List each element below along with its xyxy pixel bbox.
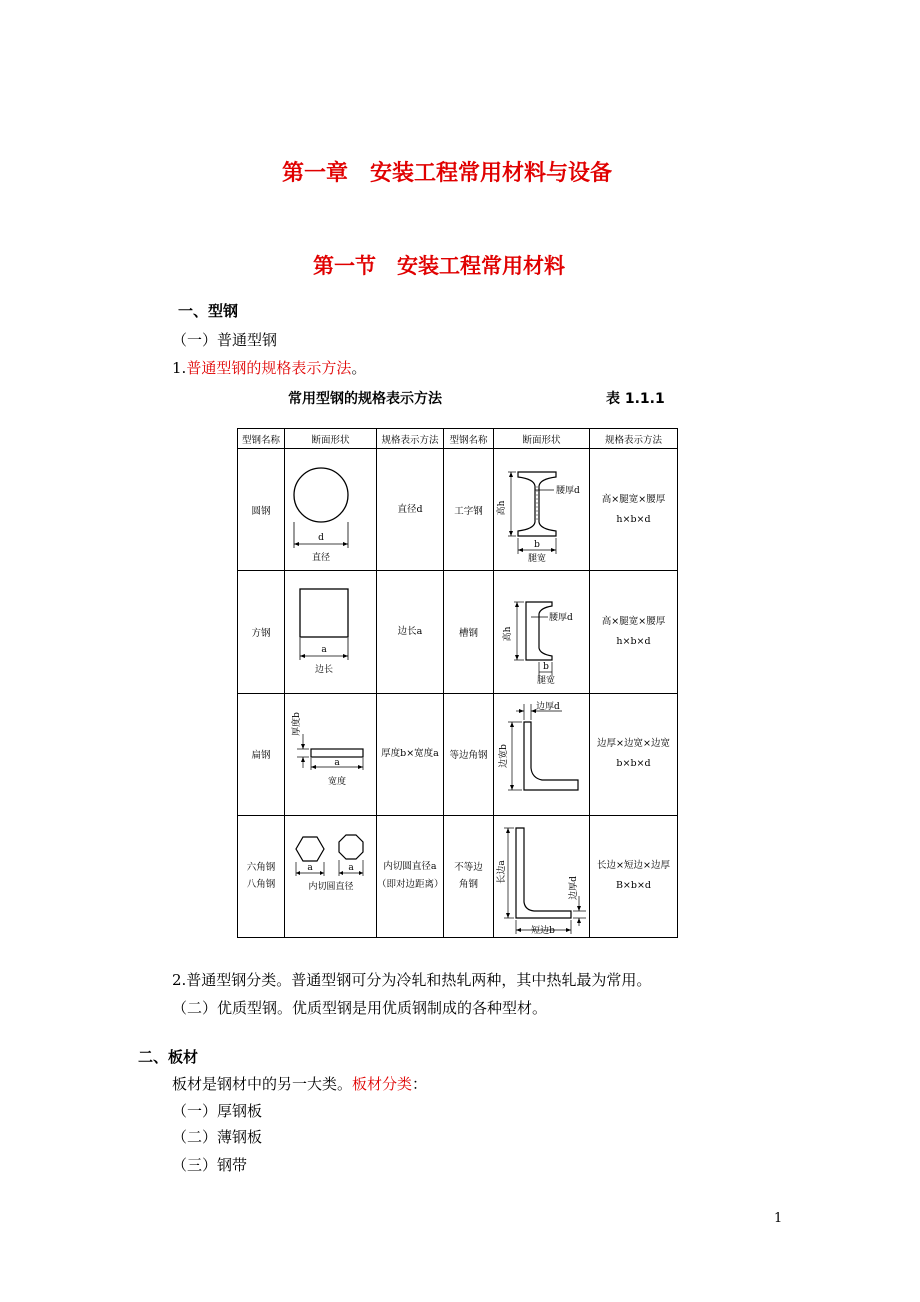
spec-text-line: h×b×d: [616, 513, 651, 525]
spec-text: [377, 815, 444, 937]
steel-name-text: 等边角钢: [449, 750, 488, 762]
dim-label: d: [318, 532, 324, 543]
spec-text: [590, 571, 678, 693]
spec-text-line: 内切圆直径a: [383, 861, 437, 873]
table-row: [238, 693, 678, 815]
fig-label: 直径: [311, 552, 331, 563]
section-2-intro: [172, 1073, 427, 1094]
spec-text-line: h×b×d: [616, 635, 651, 647]
thick-label: 厚度b: [292, 712, 302, 736]
spec-text: [377, 571, 444, 693]
steel-name-text: 不等边: [454, 862, 483, 874]
steel-name: [238, 815, 285, 937]
steel-spec-table: [237, 428, 678, 938]
list-item: （一）厚钢板: [172, 1102, 263, 1120]
hexagon-shape: [296, 837, 324, 861]
page-number: 1: [774, 1211, 783, 1226]
width-label: 边宽b: [499, 744, 509, 768]
item-2: 2.普通型钢分类。普通型钢可分为冷轧和热轧两种，其中热轧最为常用。: [172, 971, 652, 989]
spec-text-line: 边厚×边宽×边宽: [597, 738, 670, 750]
square-section-shape: [300, 589, 348, 637]
section-2-heading: 二、板材: [138, 1048, 199, 1066]
channel-shape: [526, 602, 552, 660]
spec-text: [377, 449, 444, 571]
table-header: 断面形状: [285, 429, 377, 449]
height-label: 高h: [497, 500, 507, 516]
subsection-1: （一）普通型钢: [172, 331, 278, 349]
steel-name-text: 工字钢: [454, 505, 483, 517]
table-number: 表 1.1.1: [606, 391, 665, 407]
spec-text: [590, 449, 678, 571]
thick-label: 边厚d: [536, 702, 560, 713]
spec-text-content: 边长a: [397, 625, 423, 637]
spec-text: [590, 815, 678, 937]
spec-text-line: B×b×d: [615, 880, 652, 892]
table-header-row: [238, 429, 678, 449]
short-side-label: 短边b: [531, 926, 555, 937]
long-side-label: 长边a: [497, 860, 507, 885]
width-label: 腿宽: [527, 553, 547, 564]
table-header: 断面形状: [494, 429, 590, 449]
steel-name: [444, 571, 494, 693]
dim-label: a: [348, 863, 354, 874]
i-beam-figure: [494, 449, 590, 571]
spec-text-line: 高×腿宽×腰厚: [601, 493, 666, 505]
steel-name-text: 角钢: [458, 879, 478, 891]
thick-label: 腰厚d: [549, 612, 573, 623]
spec-text-line: 高×腿宽×腰厚: [601, 615, 666, 627]
steel-name: [238, 449, 285, 571]
table-caption: 常用型钢的规格表示方法: [288, 391, 442, 407]
fig-label: 内切圆直径: [308, 882, 354, 893]
fig-label: 边长: [314, 664, 334, 675]
dim-label: a: [321, 644, 327, 655]
item-1: [172, 357, 366, 378]
steel-name-text: 圆钢: [251, 505, 271, 517]
steel-name: [238, 693, 285, 815]
unequal-angle-shape: [516, 828, 571, 918]
spec-text-content: 直径d: [397, 503, 423, 515]
section-title: 第一节 安装工程常用材料: [313, 254, 565, 278]
square-steel-figure: [285, 571, 377, 693]
spec-text-line: b×b×d: [616, 758, 651, 770]
dim-label: a: [307, 863, 313, 874]
steel-name: [444, 693, 494, 815]
section-2-intro-colon: ：: [412, 1075, 428, 1093]
dim-label: a: [334, 758, 340, 769]
height-label: 高h: [503, 626, 513, 642]
flat-section-shape: [311, 749, 363, 757]
width-label: 腿宽: [536, 675, 556, 686]
table-header: 规格表示方法: [590, 429, 678, 449]
width-symbol: b: [534, 539, 540, 550]
spec-text: [590, 693, 678, 815]
spec-text-content: 厚度b×宽度a: [381, 748, 439, 760]
steel-name: [444, 449, 494, 571]
spec-text-line: （即对边距离）: [377, 879, 444, 891]
table-row: [238, 449, 678, 571]
steel-name-text: 扁钢: [251, 750, 271, 762]
equal-angle-figure: [494, 693, 590, 815]
flat-steel-figure: [285, 693, 377, 815]
steel-name-text: 方钢: [251, 627, 271, 639]
list-item: （三）钢带: [172, 1156, 248, 1174]
chapter-title: 第一章 安装工程常用材料与设备: [282, 161, 613, 186]
thick-label: 腰厚d: [556, 485, 580, 496]
steel-name: [444, 815, 494, 937]
equal-angle-shape: [524, 722, 578, 790]
table-header: 型钢名称: [238, 429, 285, 449]
spec-text-line: 长边×短边×边厚: [597, 860, 670, 872]
item-1-suffix: 。: [351, 359, 367, 377]
list-item: （二）薄钢板: [172, 1128, 263, 1146]
width-symbol: b: [543, 661, 549, 672]
steel-name-text: 槽钢: [458, 627, 478, 639]
table-header: 型钢名称: [444, 429, 494, 449]
item-1-link[interactable]: 普通型钢的规格表示方法: [186, 359, 352, 377]
round-section-shape: [294, 468, 348, 522]
subsection-2: （二）优质型钢。优质型钢是用优质钢制成的各种型材。: [172, 999, 548, 1017]
item-1-prefix: 1.: [172, 359, 187, 377]
table-row: [238, 815, 678, 937]
hexagon-octagon-figure: [285, 815, 377, 937]
fig-label: 宽度: [327, 777, 347, 788]
spec-text: [377, 693, 444, 815]
octagon-shape: [339, 835, 363, 859]
section-2-intro-text: 板材是钢材中的另一大类。: [172, 1075, 353, 1093]
steel-name-text: 八角钢: [246, 879, 276, 891]
table-row: [238, 571, 678, 693]
section-2-intro-link[interactable]: 板材分类: [352, 1075, 413, 1093]
channel-figure: [494, 571, 590, 693]
steel-name: [238, 571, 285, 693]
table-header: 规格表示方法: [377, 429, 444, 449]
thick-label: 边厚d: [569, 876, 579, 901]
round-steel-figure: [285, 449, 377, 571]
unequal-angle-figure: [494, 815, 590, 937]
steel-name-text: 六角钢: [246, 862, 276, 874]
section-1-heading: 一、型钢: [178, 302, 239, 320]
